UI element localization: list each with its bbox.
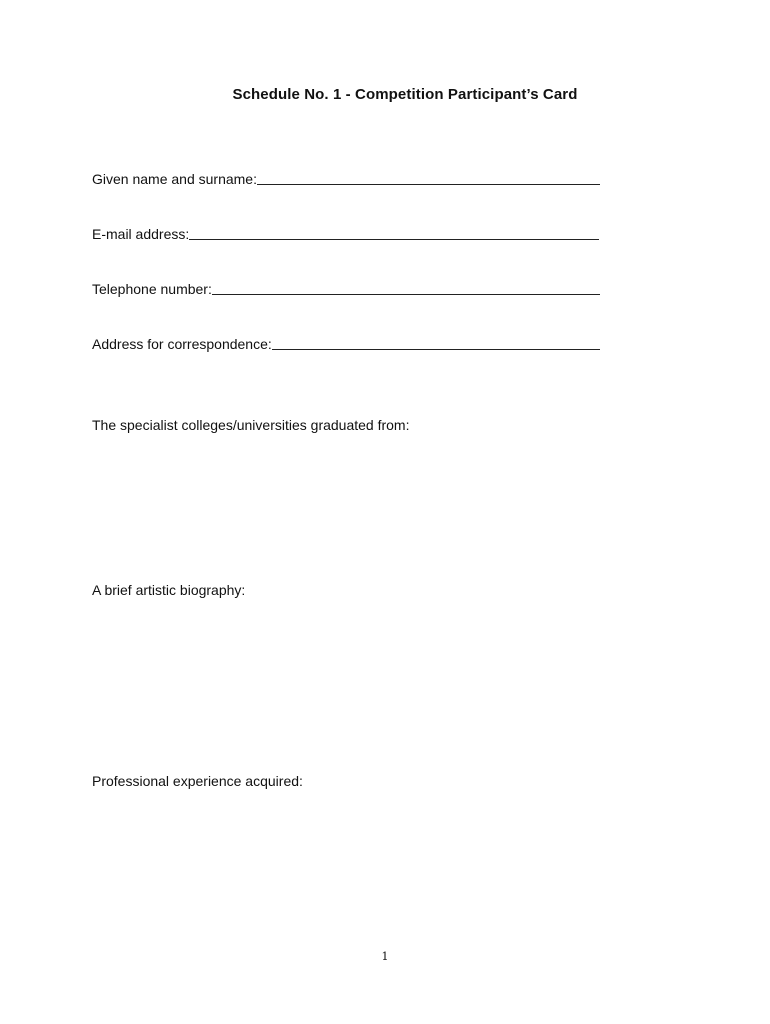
name-field-label: Given name and surname: [92,171,257,187]
biography-section-label: A brief artistic biography: [92,582,246,598]
page-number: 1 [381,950,389,963]
address-field-label: Address for correspondence: [92,336,272,352]
name-field-row [92,170,600,187]
document-title: Schedule No. 1 - Competition Participant’s Card [232,86,578,103]
address-field-row [92,335,600,352]
email-field-input[interactable] [189,225,599,240]
telephone-field-input[interactable] [212,280,600,295]
telephone-field-row [92,280,600,297]
telephone-field-label: Telephone number: [92,281,212,297]
colleges-section-label: The specialist colleges/universities graduated from: [92,417,410,433]
experience-section-label: Professional experience acquired: [92,773,303,789]
email-field-label: E-mail address: [92,226,190,242]
address-field-input[interactable] [272,335,600,350]
email-field-row [92,225,599,242]
name-field-input[interactable] [257,170,600,185]
